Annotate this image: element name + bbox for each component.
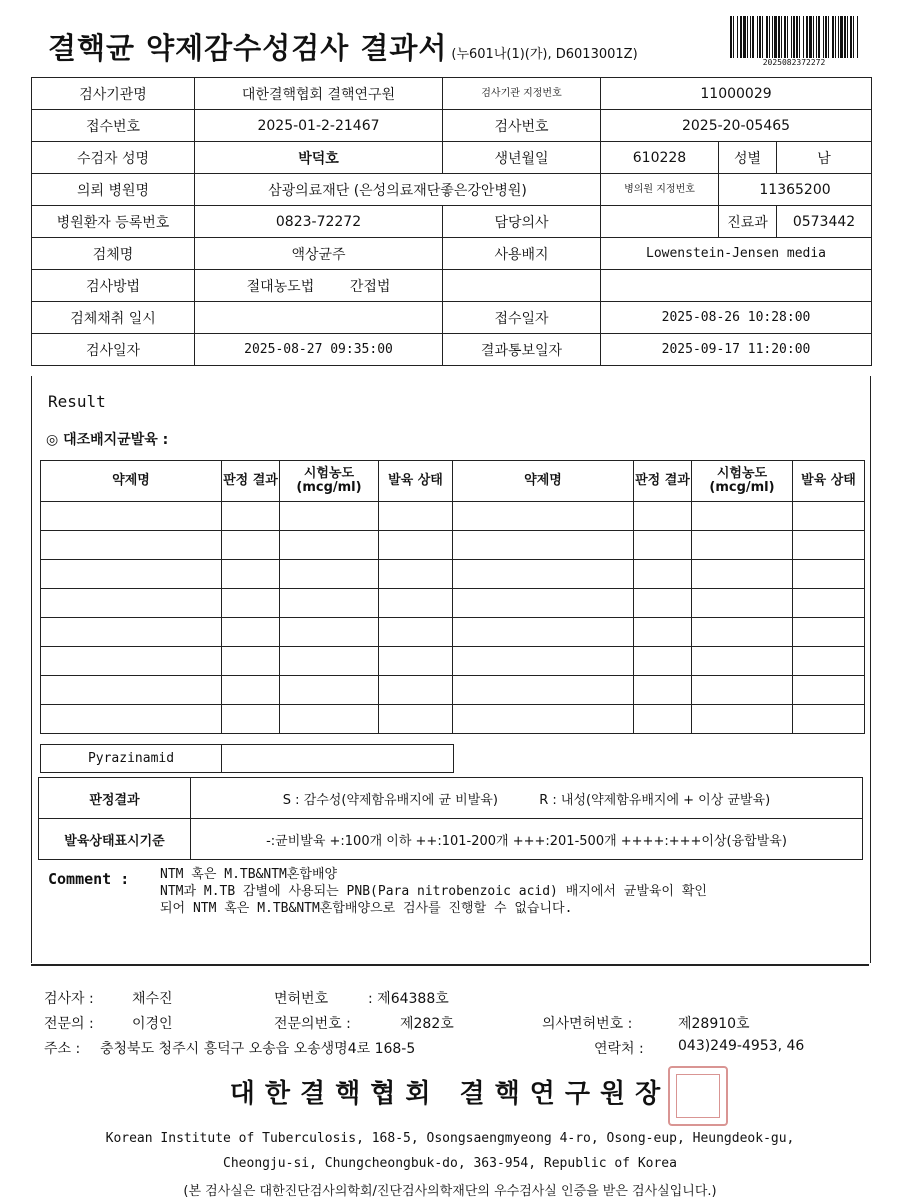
drug-cell	[692, 618, 793, 647]
license-label: 면허번호	[274, 991, 329, 1007]
tester-label: 검사자 :	[44, 991, 94, 1007]
reg-label: 병원환자 등록번호	[32, 206, 195, 238]
growth-text: -:균비발육 +:100개 이하 ++:101-200개 +++:201-500개 ++++:+++이상(융합발육)	[191, 819, 863, 860]
control-growth-label: ◎ 대조배지균발육 :	[46, 432, 169, 448]
col-judgement: 판정 결과	[634, 461, 692, 502]
drug-cell	[222, 589, 280, 618]
drug-cell	[692, 502, 793, 531]
drug-cell	[379, 589, 453, 618]
empty-cell	[443, 270, 601, 302]
drug-cell	[453, 618, 634, 647]
drug-cell	[692, 647, 793, 676]
medium-value: Lowenstein-Jensen media	[601, 238, 872, 270]
drug-cell	[41, 647, 222, 676]
test-date-value: 2025-08-27 09:35:00	[195, 334, 443, 366]
hospital-label: 의뢰 병원명	[32, 174, 195, 206]
spec-no-value: 제282호	[400, 1016, 454, 1032]
growth-label: 발육상태표시기준	[39, 819, 191, 860]
hosp-no-value: 11365200	[719, 174, 872, 206]
tester-name: 채수진	[132, 991, 173, 1007]
comment-label: Comment :	[48, 870, 130, 888]
drug-cell	[379, 705, 453, 734]
test-date-label: 검사일자	[32, 334, 195, 366]
contact-value: 043)249-4953, 46	[678, 1038, 805, 1054]
drug-cell	[793, 502, 865, 531]
method-value-2: 간접법	[349, 278, 391, 295]
drug-table	[40, 460, 865, 734]
col-growth: 발육 상태	[379, 461, 453, 502]
collect-label: 검체채취 일시	[32, 302, 195, 334]
table-row	[41, 705, 865, 734]
drug-cell	[453, 502, 634, 531]
table-row	[32, 334, 872, 366]
comment-line: NTM 혹은 M.TB&NTM혼합배양	[160, 867, 338, 882]
drug-cell	[379, 531, 453, 560]
table-row	[41, 560, 865, 589]
license-value: : 제64388호	[368, 991, 449, 1007]
table-row	[32, 302, 872, 334]
table-row	[32, 206, 872, 238]
drug-cell	[634, 589, 692, 618]
doc-lic-value: 제28910호	[678, 1016, 750, 1032]
comment-body	[160, 866, 707, 917]
drug-cell	[222, 647, 280, 676]
separator-line	[31, 964, 869, 966]
medium-label: 사용배지	[443, 238, 601, 270]
r-text: R : 내성(약제함유배지에 + 이상 균발육)	[539, 792, 771, 808]
table-row	[39, 778, 863, 819]
title-text: 결핵균 약제감수성검사 결과서	[48, 31, 448, 65]
table-row	[32, 238, 872, 270]
drug-cell	[222, 531, 280, 560]
drug-cell	[280, 676, 379, 705]
drug-table-body	[41, 502, 865, 734]
judge-label: 판정결과	[39, 778, 191, 819]
col-judgement: 판정 결과	[222, 461, 280, 502]
table-row	[41, 647, 865, 676]
drug-cell	[41, 705, 222, 734]
collect-value	[195, 302, 443, 334]
barcode-number: 2025082372272	[762, 58, 826, 67]
table-row	[41, 589, 865, 618]
drug-cell	[41, 618, 222, 647]
birth-label: 생년월일	[443, 142, 601, 174]
notify-label: 결과통보일자	[443, 334, 601, 366]
table-row	[41, 618, 865, 647]
drug-cell	[634, 618, 692, 647]
hospital-value: 삼광의료재단 (은성의료재단좋은강안병원)	[195, 174, 601, 206]
empty-cell	[601, 270, 872, 302]
receipt-label: 접수번호	[32, 110, 195, 142]
drug-cell	[793, 531, 865, 560]
drug-cell	[222, 705, 280, 734]
drug-cell	[41, 589, 222, 618]
drug-cell	[379, 618, 453, 647]
drug-cell	[793, 676, 865, 705]
drug-cell	[379, 560, 453, 589]
info-table	[31, 77, 872, 366]
address-label: 주소 :	[44, 1041, 81, 1057]
barcode-image	[730, 16, 858, 58]
table-row	[41, 745, 454, 773]
drug-cell	[634, 531, 692, 560]
sex-value: 남	[777, 142, 872, 174]
drug-cell	[453, 560, 634, 589]
drug-cell	[280, 647, 379, 676]
official-seal-stamp	[668, 1066, 728, 1126]
result-label: Result	[48, 392, 106, 411]
drug-cell	[793, 705, 865, 734]
english-address-line: Korean Institute of Tuberculosis, 168-5, Osongsaengmyeong 4-ro, Osong-eup, Heungdeok-gu,	[105, 1131, 795, 1146]
col-concentration: 시험농도 (mcg/ml)	[280, 461, 379, 502]
drug-cell	[222, 502, 280, 531]
inst-value: 대한결핵협회 결핵연구원	[195, 78, 443, 110]
drug-cell	[793, 589, 865, 618]
drug-cell	[379, 502, 453, 531]
drug-cell	[379, 647, 453, 676]
drug-cell	[793, 618, 865, 647]
doctor-value	[601, 206, 719, 238]
address-value: 충청북도 청주시 흥덕구 오송읍 오송생명4로 168-5	[100, 1041, 416, 1057]
drug-cell	[280, 502, 379, 531]
drug-cell	[280, 589, 379, 618]
drug-cell	[280, 531, 379, 560]
drug-cell	[453, 531, 634, 560]
inst-no-label: 검사기관 지정번호	[443, 78, 601, 110]
drug-cell	[793, 560, 865, 589]
pyrazinamid-value	[222, 745, 454, 773]
table-row	[32, 270, 872, 302]
drug-cell	[41, 676, 222, 705]
inst-label: 검사기관명	[32, 78, 195, 110]
drug-cell	[222, 560, 280, 589]
drug-cell	[692, 676, 793, 705]
doc-lic-label: 의사면허번호 :	[542, 1016, 633, 1032]
drug-cell	[634, 676, 692, 705]
doctor-label: 담당의사	[443, 206, 601, 238]
comment-line: NTM과 M.TB 감별에 사용되는 PNB(Para nitrobenzoic acid) 배지에서 균발육이 확인	[160, 884, 707, 899]
drug-cell	[692, 531, 793, 560]
drug-cell	[634, 647, 692, 676]
recv-date-value: 2025-08-26 10:28:00	[601, 302, 872, 334]
certification-note: (본 검사실은 대한진단검사의학회/진단검사의학재단의 우수검사실 인증을 받은 검사실입니다.)	[183, 1184, 717, 1199]
sex-label: 성별	[719, 142, 777, 174]
drug-cell	[793, 647, 865, 676]
table-row	[41, 502, 865, 531]
dept-label: 진료과	[719, 206, 777, 238]
drug-cell	[280, 618, 379, 647]
document-title	[48, 26, 638, 67]
table-row	[32, 78, 872, 110]
pyrazinamid-label: Pyrazinamid	[41, 745, 222, 773]
drug-cell	[379, 676, 453, 705]
drug-cell	[41, 560, 222, 589]
dept-value: 0573442	[777, 206, 872, 238]
drug-cell	[41, 531, 222, 560]
method-label: 검사방법	[32, 270, 195, 302]
specimen-label: 검체명	[32, 238, 195, 270]
col-concentration: 시험농도 (mcg/ml)	[692, 461, 793, 502]
drug-cell	[222, 618, 280, 647]
col-drug: 약제명	[41, 461, 222, 502]
form-code: (누601나(1)(가), D6013001Z)	[451, 47, 638, 62]
col-drug: 약제명	[453, 461, 634, 502]
specialist-label: 전문의 :	[44, 1016, 94, 1032]
drug-cell	[692, 589, 793, 618]
drug-cell	[453, 589, 634, 618]
drug-cell	[280, 705, 379, 734]
drug-cell	[41, 502, 222, 531]
judge-text	[191, 778, 863, 819]
reg-value: 0823-72272	[195, 206, 443, 238]
notify-value: 2025-09-17 11:20:00	[601, 334, 872, 366]
table-row	[41, 676, 865, 705]
organization-name: 대한결핵협회 결핵연구원장	[229, 1079, 671, 1109]
comment-line: 되어 NTM 혹은 M.TB&NTM혼합배양으로 검사를 진행할 수 없습니다.	[160, 901, 573, 916]
table-row	[39, 819, 863, 860]
inst-no-value: 11000029	[601, 78, 872, 110]
name-value: 박덕호	[195, 142, 443, 174]
drug-cell	[222, 676, 280, 705]
drug-cell	[453, 647, 634, 676]
specialist-name: 이경인	[132, 1016, 173, 1032]
table-header-row	[41, 461, 865, 502]
table-row	[32, 142, 872, 174]
method-value	[195, 270, 443, 302]
hosp-no-label: 병의원 지정번호	[601, 174, 719, 206]
drug-cell	[280, 560, 379, 589]
pyrazinamid-table	[40, 744, 454, 773]
test-no-label: 검사번호	[443, 110, 601, 142]
birth-value: 610228	[601, 142, 719, 174]
drug-cell	[634, 705, 692, 734]
drug-cell	[634, 560, 692, 589]
drug-cell	[453, 676, 634, 705]
table-row	[32, 174, 872, 206]
s-text: S : 감수성(약제함유배지에 균 비발육)	[282, 792, 498, 808]
table-row	[41, 531, 865, 560]
drug-cell	[692, 560, 793, 589]
english-address-line: Cheongju-si, Chungcheongbuk-do, 363-954, Republic of Korea	[223, 1156, 677, 1171]
col-growth: 발육 상태	[793, 461, 865, 502]
method-value-1: 절대농도법	[246, 278, 315, 295]
receipt-value: 2025-01-2-21467	[195, 110, 443, 142]
drug-cell	[692, 705, 793, 734]
legend-table	[38, 777, 863, 860]
name-label: 수검자 성명	[32, 142, 195, 174]
test-no-value: 2025-20-05465	[601, 110, 872, 142]
drug-cell	[453, 705, 634, 734]
drug-cell	[634, 502, 692, 531]
specimen-value: 액상균주	[195, 238, 443, 270]
spec-no-label: 전문의번호 :	[274, 1016, 351, 1032]
table-row	[32, 110, 872, 142]
recv-date-label: 접수일자	[443, 302, 601, 334]
contact-label: 연락처 :	[594, 1041, 644, 1057]
